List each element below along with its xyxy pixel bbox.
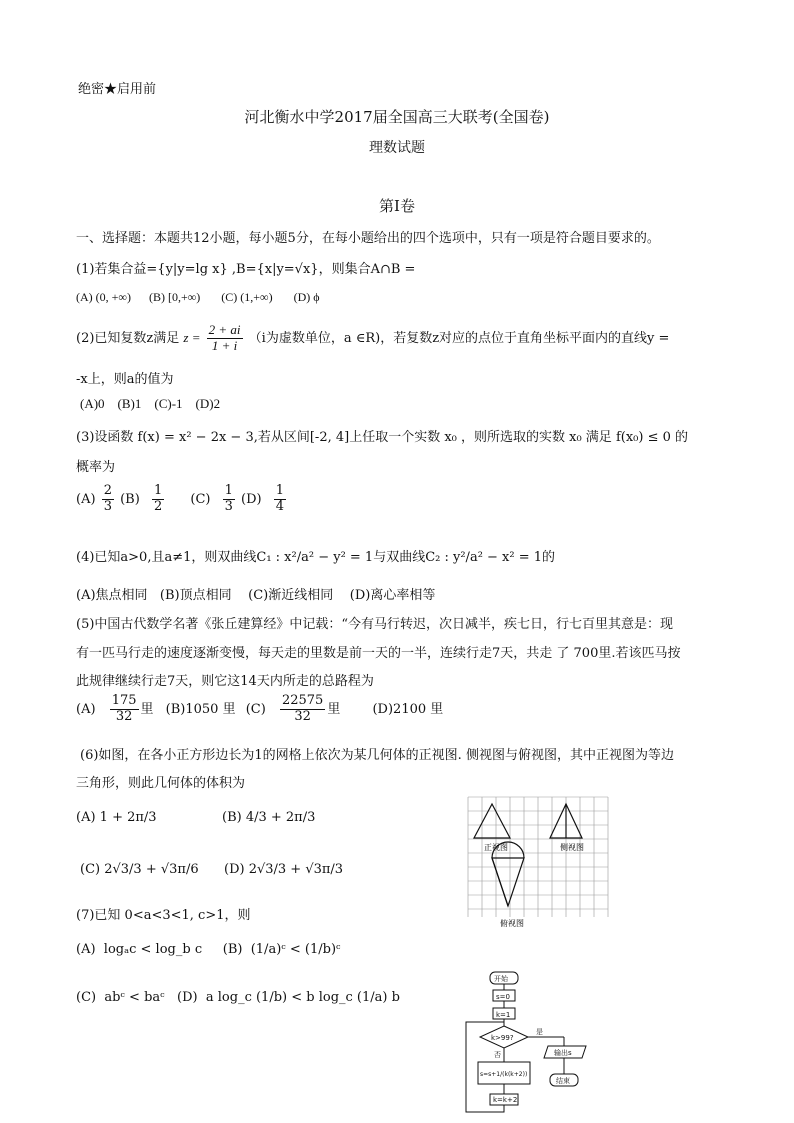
q1-stem: (1)若集合益={y|y=lg x} ,B={x|y=√x}，则集合A∩B = <box>76 262 416 277</box>
flow-output-text: 输出s <box>554 1049 572 1057</box>
q3-line2: 概率为 <box>76 460 116 475</box>
q5-opt-c-frac <box>280 694 325 725</box>
front-view-triangle <box>474 804 510 838</box>
q5-opt-c-num: 22575 <box>281 693 324 708</box>
q5-opt-c-den: 32 <box>294 708 311 724</box>
q3-line1: (3)设函数 f(x) = x² − 2x − 3,若从区间[-2, 4]上任取一个实数 x₀ ，则所选取的实数 x₀ 满足 f(x₀) ≤ 0 的 <box>76 430 689 445</box>
flowchart <box>460 968 610 1118</box>
q3-opt-c-frac <box>223 484 235 515</box>
q2-fraction <box>207 323 243 354</box>
flow-update-k-text: k=k+2 <box>493 1096 518 1104</box>
exam-title: 河北衡水中学2017届全国高三大联考(全国卷) <box>244 108 550 126</box>
q5-line2: 有一匹马行走的速度逐渐变慢，每天走的里数是前一天的一半，连续行走7天，共走 了 700里.若该匹马按 <box>76 646 681 661</box>
q5-opt-a-label: (A) <box>76 701 96 717</box>
q2-suffix: （i为虚数单位，a ∈R)，若复数z对应的点位于直角坐标平面内的直线y = <box>248 330 670 346</box>
flow-end-text: 结束 <box>556 1077 570 1085</box>
flow-s-init-text: s=0 <box>496 993 510 1001</box>
q3-opt-b-frac <box>152 484 164 515</box>
volume-title: 第I卷 <box>379 197 415 215</box>
q3-opt-d-frac <box>274 484 286 515</box>
q2-line2: -x上，则a的值为 <box>76 372 174 387</box>
q5-opt-d: (D)2100 里 <box>372 701 444 717</box>
confidential-label: 绝密★启用前 <box>78 82 157 97</box>
q3-opt-a-den: 3 <box>103 498 112 514</box>
q5-line1: (5)中国古代数学名著《张丘建算经》中记载：“今有马行转迟，次日减半，疾七日，行七百里其意是：现 <box>76 617 674 632</box>
front-view-label: 正视图 <box>484 843 508 852</box>
flow-no-label: 否 <box>494 1051 501 1059</box>
exam-subtitle: 理数试题 <box>369 140 425 156</box>
q5-opt-a-unit: 里 <box>140 701 154 717</box>
q4-stem: (4)已知a>0,且a≠1，则双曲线C₁ : x²/a² − y² = 1与双曲线C₂ : y²/a² − x² = 1的 <box>76 550 556 565</box>
q3-opt-a-label: (A) <box>76 491 96 507</box>
q5-opt-c-label: (C) <box>245 701 266 717</box>
q3-options <box>76 484 288 515</box>
flow-yes-label: 是 <box>536 1028 543 1036</box>
flow-update-s-text: s=s+1/(k(k+2)) <box>480 1071 528 1078</box>
q1-options: (A) (0, +∞) (B) [0,+∞) (C) (1,+∞) (D) ϕ <box>76 290 320 304</box>
q3-opt-b-label: (B) <box>120 491 140 507</box>
q5-options <box>76 694 443 725</box>
q7-row2: (C) abᶜ < baᶜ (D) a log_c (1/b) < b log_c (1/a) b <box>76 990 400 1005</box>
q5-line3: 此规律继续行走7天，则它这14天内所走的总路程为 <box>76 674 374 689</box>
q5-opt-c-unit: 里 <box>327 701 341 717</box>
q3-opt-a-num: 2 <box>103 483 112 498</box>
q3-opt-c-label: (C) <box>190 491 211 507</box>
q6-opt-b: (B) 4/3 + 2π/3 <box>222 810 316 825</box>
q3-opt-a-frac <box>102 484 114 515</box>
q5-opt-a-den: 32 <box>115 708 133 724</box>
q2-options: (A)0 (B)1 (C)-1 (D)2 <box>80 396 221 411</box>
top-view-label: 俯视图 <box>500 919 524 928</box>
flow-condition-text: k>99? <box>491 1034 514 1042</box>
q5-opt-a-frac <box>110 694 139 725</box>
flow-k-init-text: k=1 <box>496 1011 511 1019</box>
top-view-edge <box>492 858 508 906</box>
side-view-label: 侧视图 <box>560 843 584 852</box>
section-instruction: 一、选择题：本题共12小题，每小题5分，在每小题给出的四个选项中，只有一项是符合题目要求的。 <box>76 231 660 246</box>
q2-expr-lhs: z = <box>183 329 201 345</box>
q7-stem: (7)已知 0<a<3<1, c>1，则 <box>76 908 251 923</box>
q6-line1: (6)如图，在各小正方形边长为1的网格上依次为某几何体的正视图. 侧视图与俯视图，其中正视图为等边 <box>80 748 674 763</box>
q6-opt-d: (D) 2√3/3 + √3π/3 <box>224 862 344 877</box>
q5-opt-a-num: 175 <box>111 693 137 708</box>
q3-opt-c-den: 3 <box>224 498 233 514</box>
grid-lines <box>468 797 608 917</box>
q2-stem <box>76 323 669 354</box>
q2-fraction-den: 1 + i <box>211 337 238 353</box>
flow-start-text: 开始 <box>494 975 508 983</box>
top-view-triangle <box>492 858 524 906</box>
q2-fraction-num: 2 + ai <box>208 322 241 337</box>
q3-opt-c-num: 1 <box>224 483 233 498</box>
q5-opt-b: (B)1050 里 <box>165 701 236 717</box>
q7-row1: (A) logₐc < log_b c (B) (1/a)ᶜ < (1/b)ᶜ <box>76 942 341 957</box>
q6-opt-a: (A) 1 + 2π/3 <box>76 810 157 825</box>
q4-options: (A)焦点相同 (B)顶点相同 (C)渐近线相同 (D)离心率相等 <box>76 588 436 603</box>
q3-opt-b-den: 2 <box>153 498 163 514</box>
q2-prefix: (2)已知复数z满足 <box>76 330 180 346</box>
q6-opt-c: (C) 2√3/3 + √3π/6 <box>80 862 199 877</box>
q3-opt-d-num: 1 <box>275 483 285 498</box>
three-view-figure <box>462 792 622 934</box>
q6-line2: 三角形，则此几何体的体积为 <box>76 776 246 791</box>
q3-opt-b-num: 1 <box>153 483 163 498</box>
q3-opt-d-den: 4 <box>275 498 285 514</box>
q3-opt-d-label: (D) <box>241 491 262 507</box>
